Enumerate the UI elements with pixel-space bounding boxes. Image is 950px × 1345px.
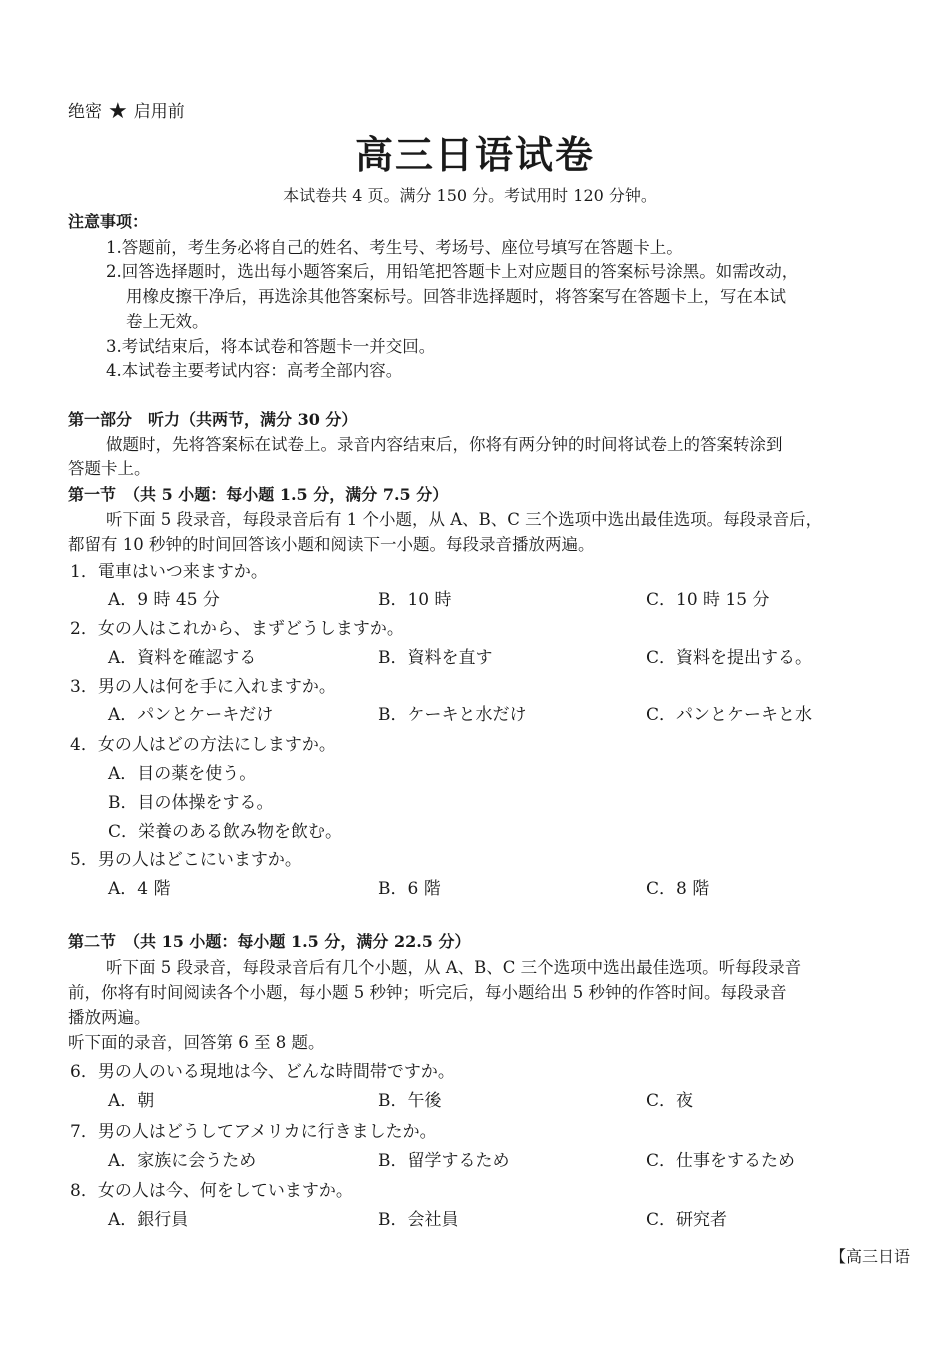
question-1-option-c: C．10 時 15 分 [646,590,770,610]
question-8-option-b: B．会社員 [378,1210,459,1230]
question-6-option-b: B．午後 [378,1091,442,1111]
question-2: 2．女の人はこれから、まずどうしますか。 [70,619,404,639]
question-6: 6．男の人のいる現地は今、どんな時間帯ですか。 [70,1062,455,1082]
star-icon: ★ [108,99,128,124]
question-3-option-c: C．パンとケーキと水 [646,705,813,725]
question-1-option-b: B．10 時 [378,590,452,610]
section2-intro-line-3: 播放两遍。 [68,1008,151,1027]
section2-intro-line-2: 前，你将有时间阅读各个小题，每小题 5 秒钟；听完后，每小题给出 5 秒钟的作答时间。每段录音 [68,983,787,1002]
question-6-option-c: C．夜 [646,1091,694,1111]
part1-intro-line-2: 答题卡上。 [68,459,151,478]
notice-item-2-line-3: 卷上无效。 [126,312,209,331]
notice-item-3: 3.考试结束后，将本试卷和答题卡一并交回。 [106,337,436,356]
question-4-option-b: B．目の体操をする。 [108,793,274,813]
section2-heading: 第二节 （共 15 小题：每小题 1.5 分，满分 22.5 分） [68,932,471,951]
notice-item-1: 1.答题前，考生务必将自己的姓名、考生号、考场号、座位号填写在答题卡上。 [106,238,683,257]
question-4-option-c: C．栄養のある飲み物を飲む。 [108,822,343,842]
section1-intro-line-2: 都留有 10 秒钟的时间回答该小题和阅读下一小题。每段录音播放两遍。 [68,535,595,554]
notice-item-2-line-2: 用橡皮擦干净后，再选涂其他答案标号。回答非选择题时，将答案写在答题卡上，写在本试 [126,287,786,306]
question-8-option-a: A．銀行員 [108,1210,189,1230]
question-5-option-c: C．8 階 [646,879,710,899]
notice-item-2-line-1: 2.回答选择题时，选出每小题答案后，用铅笔把答题卡上对应题目的答案标号涂黑。如需改动， [106,262,799,281]
section1-intro-line-1: 听下面 5 段录音，每段录音后有 1 个小题，从 A、B、C 三个选项中选出最佳选项。每段录音后， [106,510,823,529]
question-6-option-a: A．朝 [108,1091,155,1111]
question-7-option-a: A．家族に会うため [108,1151,257,1171]
confidential-mark [68,100,185,122]
question-4-option-a: A．目の薬を使う。 [108,764,257,784]
question-2-option-b: B．資料を直す [378,648,493,668]
question-3-option-b: B．ケーキと水だけ [378,705,527,725]
notice-item-4: 4.本试卷主要考试内容：高考全部内容。 [106,361,403,380]
section2-instruction: 听下面的录音，回答第 6 至 8 题。 [68,1033,325,1052]
question-2-option-c: C．資料を提出する。 [646,648,813,668]
question-1-option-a: A．9 時 45 分 [108,590,220,610]
section1-heading: 第一节 （共 5 小题：每小题 1.5 分，满分 7.5 分） [68,485,449,504]
question-5-option-b: B．6 階 [378,879,441,899]
footer-label: 【高三日语 [829,1247,910,1266]
question-5-option-a: A．4 階 [108,879,171,899]
secret-label-after: 启用前 [133,102,185,122]
question-3: 3．男の人は何を手に入れますか。 [70,677,336,697]
notice-heading: 注意事项： [68,212,149,231]
question-2-option-a: A．資料を確認する [108,648,257,668]
secret-label: 绝密 [68,102,102,122]
question-7-option-b: B．留学するため [378,1151,510,1171]
question-7: 7．男の人はどうしてアメリカに行きましたか。 [70,1122,437,1142]
question-8-option-c: C．研究者 [646,1210,728,1230]
part1-intro-line-1: 做题时，先将答案标在试卷上。录音内容结束后，你将有两分钟的时间将试卷上的答案转涂到 [106,435,783,454]
exam-info: 本试卷共 4 页。满分 150 分。考试用时 120 分钟。 [283,186,657,205]
question-1: 1．電車はいつ来ますか。 [70,562,268,582]
question-8: 8．女の人は今、何をしていますか。 [70,1181,353,1201]
part1-heading: 第一部分 听力（共两节，满分 30 分） [68,410,358,429]
question-3-option-a: A．パンとケーキだけ [108,705,274,725]
section2-intro-line-1: 听下面 5 段录音，每段录音后有几个小题，从 A、B、C 三个选项中选出最佳选项。听每段录音 [106,958,802,977]
question-4: 4．女の人はどの方法にしますか。 [70,735,336,755]
question-5: 5．男の人はどこにいますか。 [70,850,302,870]
question-7-option-c: C．仕事をするため [646,1151,796,1171]
page-title: 高三日语试卷 [354,132,595,177]
